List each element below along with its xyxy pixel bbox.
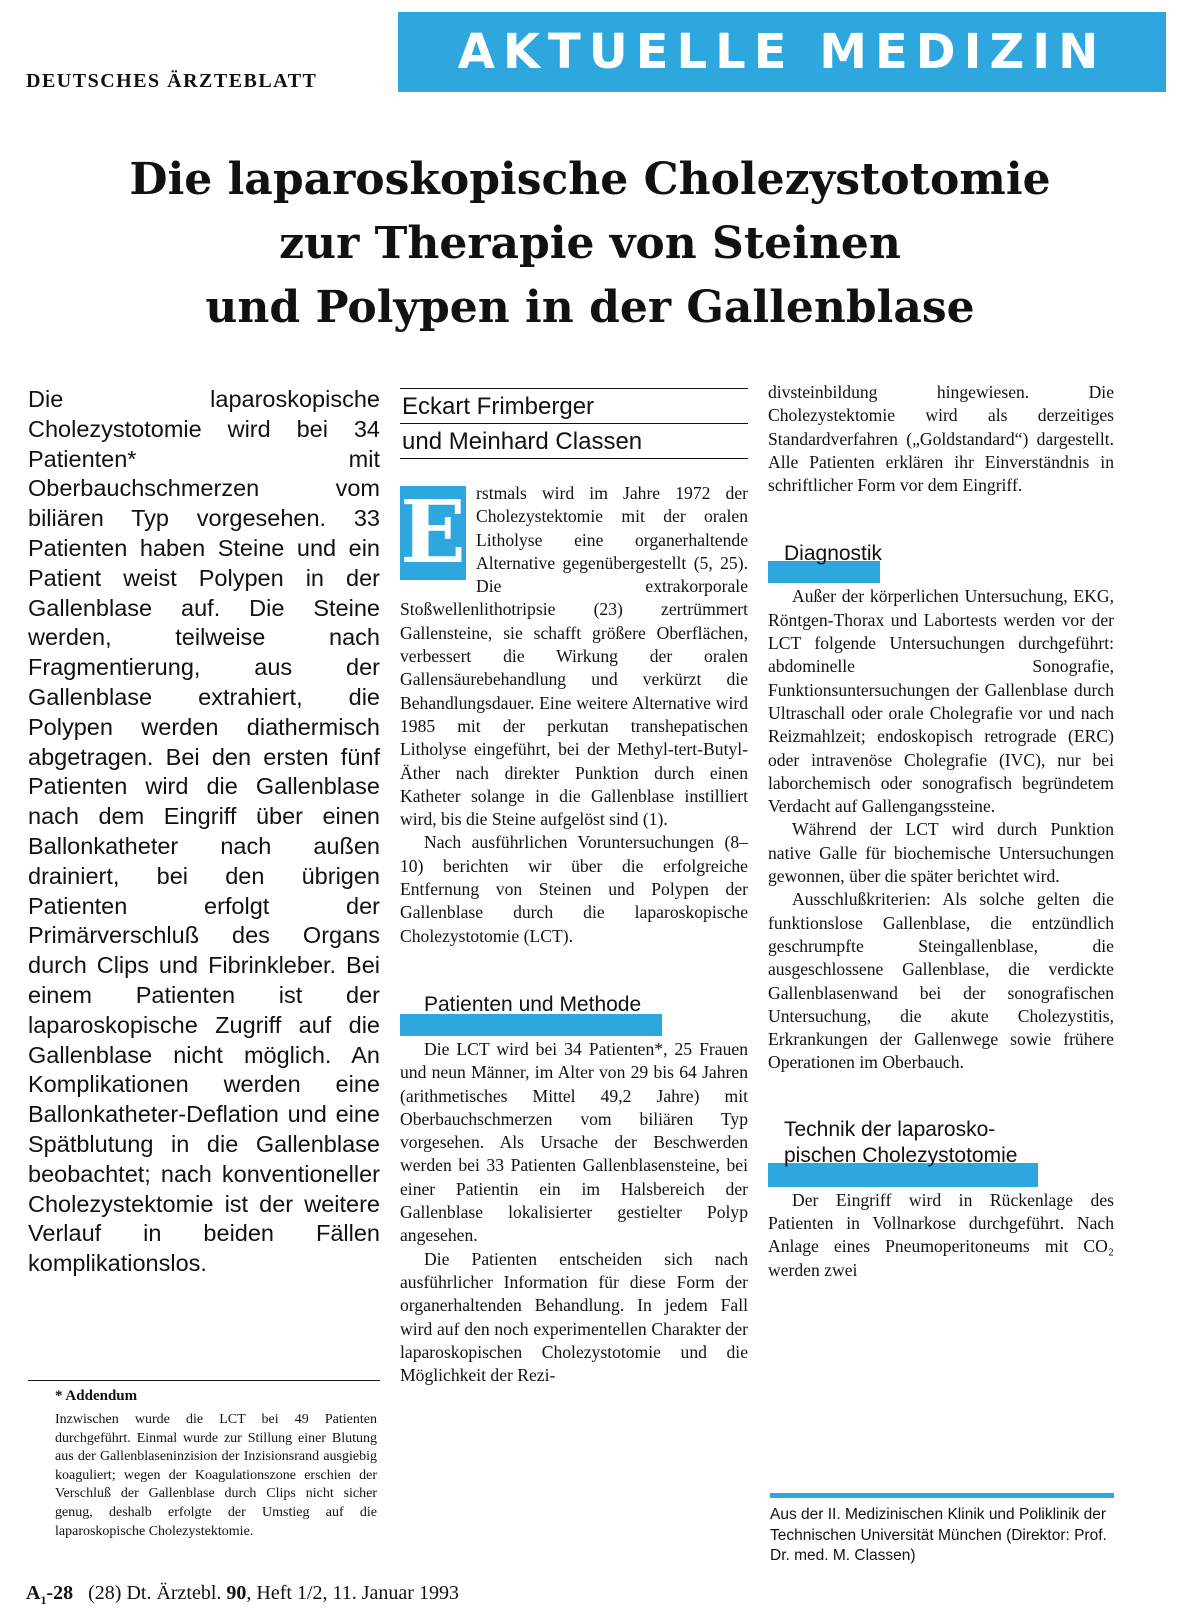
section-label: AKTUELLE MEDIZIN bbox=[457, 24, 1107, 80]
methods-paragraph-1: Die LCT wird bei 34 Patienten*, 25 Frauen und neun Männer, im Alter von 29 bis 64 Jahren (arithmetisches Mittel 49,2 Jahre) mit Oberbauchschmerzen vom biliären Typ vorgesehen. Als Ursache der Beschwerden werden bei 33 Patienten Gallenblasensteine, bei einer Patientin ein im Halsbereich der Gallenblase lokalisierter gestielter Polyp angesehen. bbox=[400, 1038, 748, 1246]
technique-paragraph-1: Der Eingriff wird in Rückenlage des Patienten in Vollnarkose durchgeführt. Nach Anlage eines Pneumoperitoneums mit CO₂ werden zwei bbox=[768, 1189, 1114, 1280]
subheading-technik bbox=[768, 1117, 1114, 1189]
section-banner bbox=[398, 12, 1166, 92]
title-line-1: Die laparoskopische Cholezystotomie bbox=[129, 154, 1051, 205]
diagnostics-paragraph-2: Während der LCT wird durch Punktion native Galle für biochemische Untersuchungen gewonnen, über die später berichtet wird. bbox=[768, 819, 1114, 887]
journal-name: DEUTSCHES ÄRZTEBLATT bbox=[26, 70, 318, 92]
intro-paragraph-2: Nach ausführlichen Voruntersuchungen (8–10) berichten wir über die erfolgreiche Entfernung von Steinen und Polypen der Gallenblase durch die laparoskopische Cholezystotomie (LCT). bbox=[400, 832, 748, 946]
title-line-3: und Polypen in der Gallenblase bbox=[205, 282, 975, 333]
methods-paragraph-2: Die Patienten entscheiden sich nach ausführlicher Information für diese Form der organerhaltenden Behandlung. In jedem Fall wird auf den noch experimentellen Charakter der laparoskopischen Cholezystotomie und die Möglichkeit der Rezi- bbox=[400, 1248, 748, 1386]
volume-number: 90 bbox=[226, 1582, 247, 1604]
page-number: -28 bbox=[46, 1582, 74, 1604]
author-line-2: und Meinhard Classen bbox=[400, 424, 748, 459]
affiliation-bar bbox=[770, 1493, 1114, 1498]
addendum-divider bbox=[28, 1380, 380, 1381]
page-subscript: 1 bbox=[40, 1593, 47, 1607]
page-footer bbox=[26, 1582, 459, 1608]
title-line-2: zur Therapie von Steinen bbox=[279, 218, 901, 269]
addendum-text: Inzwischen wurde die LCT bei 49 Patienten durchgeführt. Einmal wurde zur Stillung einer Blutung aus der Gallenblaseninzision der Inzisionsrand ausgiebig koaguliert; wegen der Koagulationszone erschien der Verschluß der Gallenblase durch Clips nicht sicher genug, deshalb erfolgte der Umstieg auf die laparoskopische Cholezystektomie. bbox=[55, 1412, 377, 1539]
abstract: Die laparoskopische Cholezystotomie wird bei 34 Patienten* mit Oberbauchschmerzen vom biliären Typ vorgesehen. 33 Patienten haben Steine und ein Patient weist Polypen in der Gallenblase auf. Die Steine werden, teilweise nach Fragmentierung, aus der Gallenblase extrahiert, die Polypen werden diathermisch abgetragen. Bei den ersten fünf Patienten wird die Gallenblase nach dem Eingriff über einen Ballonkatheter nach außen drainiert, bei den übrigen Patienten erfolgt der Primärverschluß des Organs durch Clips und Fibrinkleber. Bei einem Patienten ist der laparoskopische Zugriff auf die Gallenblase nicht möglich. An Komplikationen werden eine Ballonkatheter-Deflation und eine Spätblutung in die Gallenblase beobachtet; nach konventioneller Cholezystektomie ist der weitere Verlauf in beiden Fällen komplikationslos. bbox=[28, 386, 380, 1277]
diagnostics-paragraph-3: Ausschlußkriterien: Als solche gelten die funktionslose Gallenblase, die entzündlich geschrumpfte Steingallenblase, die ausgeschlossene Gallenblase, die verdickte Gallenblasenwand bei der sonografischen Untersuchung, die akute Cholezystitis, Erkrankungen der Gallenwege sowie frühere Operationen im Oberbauch. bbox=[768, 889, 1114, 1073]
subheading-diagnostik bbox=[768, 541, 1114, 585]
citation-suffix: , Heft 1/2, 11. Januar 1993 bbox=[246, 1582, 459, 1604]
addendum-heading: * Addendum bbox=[55, 1388, 138, 1404]
column-three bbox=[768, 381, 1114, 1282]
column-two bbox=[400, 482, 748, 1387]
subheading-methods bbox=[400, 992, 748, 1038]
article-title bbox=[40, 148, 1140, 340]
page-prefix: A bbox=[26, 1582, 41, 1604]
diagnostics-paragraph-1: Außer der körperlichen Untersuchung, EKG, Röntgen-Thorax und Labortests werden vor der LCT folgende Untersuchungen durchgeführt: abdominelle Sonografie, Funktionsuntersuchungen der Gallenblase durch Ultraschall oder orale Cholegrafie vor und nach Reizmahlzeit; endoskopisch retrograde (ERC) oder intravenöse Cholegrafie (IVC), nur bei laborchemisch oder sonografisch begründetem Verdacht auf Gallengangssteine. bbox=[768, 586, 1114, 817]
citation-prefix: (28) Dt. Ärztebl. bbox=[88, 1582, 222, 1604]
drop-cap: E bbox=[400, 482, 466, 583]
authors bbox=[400, 388, 748, 459]
author-line-1: Eckart Frimberger bbox=[400, 389, 748, 424]
subheading-text: Diagnostik bbox=[784, 542, 883, 566]
subheading-text-line-2: pischen Cholezystotomie bbox=[784, 1143, 1018, 1167]
page-label bbox=[26, 1582, 74, 1607]
affiliation: Aus der II. Medizinischen Klinik und Poliklinik der Technischen Universität München (Direktor: Prof. Dr. med. M. Classen) bbox=[770, 1506, 1107, 1564]
subheading-text-line-1: Technik der laparosko- bbox=[784, 1117, 996, 1141]
subheading-text: Patienten und Methode bbox=[424, 992, 642, 1016]
intro-paragraph-1: rstmals wird im Jahre 1972 der Cholezystektomie mit der oralen Litholyse eine organerhaltende Alternative gegenübergestellt (5, 25). Die extrakorporale Stoßwellenlithotripsie (23) zertrümmert Gallensteine, sie schafft größere Oberflächen, verbessert die Wirkung der oralen Gallensäurebehandlung und verkürzt die Behandlungsdauer. Eine weitere Alternative wird 1985 mit der perkutan transhepatischen Litholyse eingeführt, bei der Methyl-tert-Butyl-Äther nach direkter Punktion durch einen Katheter solange in die Gallenblase instilliert wird, bis die Steine aufgelöst sind (1). bbox=[400, 483, 748, 830]
column-three-continuation: divsteinbildung hingewiesen. Die Cholezystektomie wird als derzeitiges Standardverfahren („Goldstandard“) dargestellt. Alle Patienten erklären ihr Einverständnis in schriftlicher Form vor dem Eingriff. bbox=[768, 382, 1114, 496]
